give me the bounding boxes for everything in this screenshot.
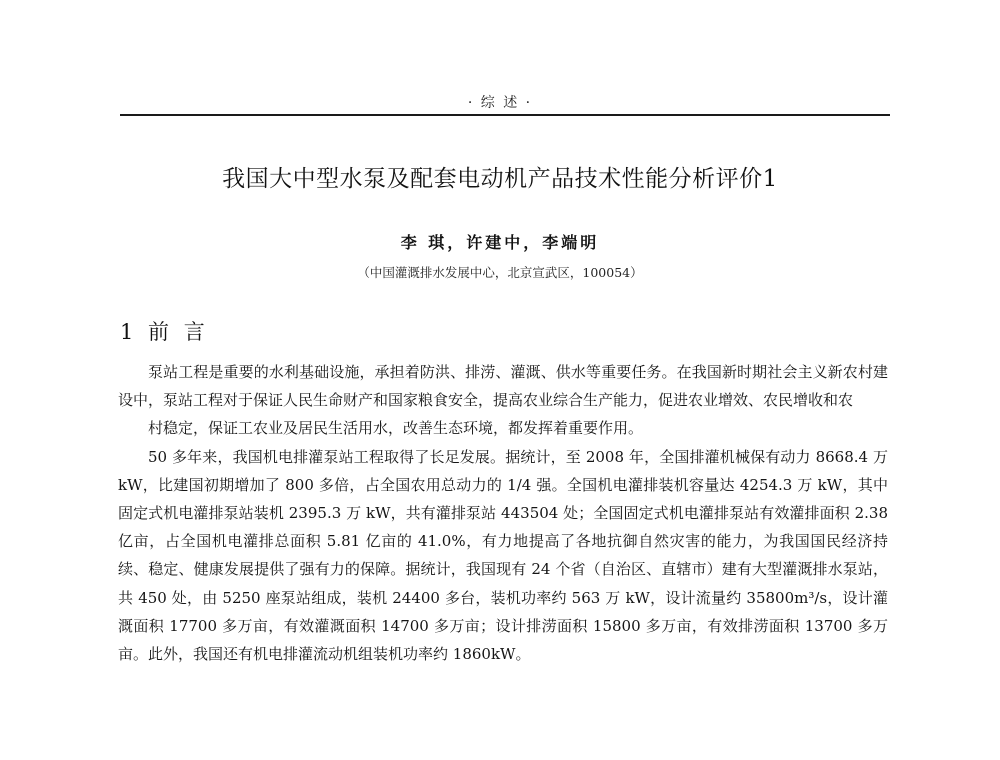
- paragraph-1: 泵站工程是重要的水利基础设施，承担着防洪、排涝、灌溉、供水等重要任务。在我国新时期社会主义新农村建设中，泵站工程对于保证人民生命财产和国家粮食安全，提高农业综合生产能力，促进农业增效、农民增收和农: [118, 363, 888, 410]
- authors: 李 琪，许建中，李端明: [400, 233, 600, 252]
- affiliation: （中国灌溉排水发展中心，北京宣武区，100054）: [357, 265, 643, 280]
- paper-title: 我国大中型水泵及配套电动机产品技术性能分析评价1: [222, 166, 778, 192]
- section-tag: · 综 述 ·: [467, 95, 533, 111]
- body-text: [118, 358, 888, 668]
- paragraph-3: 50 多年来，我国机电排灌泵站工程取得了长足发展。据统计，至 2008 年，全国排灌机械保有动力 8668.4 万 kW，比建国初期增加了 800 多倍，占全国农用总动力的 1/4 强。全国机电灌排装机容量达 4254.3 万 kW，其中固定式机电灌排泵站装机 2395.3 万 kW，共有灌排泵站 443504 处；全国固定式机电灌排泵站有效灌排面积 2.38 亿亩，占全国机电灌排总面积 5.81 亿亩的 41.0%，有力地提高了各地抗御自然灾害的能力，为我国国民经济持续、稳定、健康发展提供了强有力的保障。据统计，我国现有 24 个省（自治区、直辖市）建有大型灌溉排水泵站，共 450 处，由 5250 座泵站组成，装机 24400 多台，装机功率约 563 万 kW，设计流量约 35800m³/s，设计灌溉面积 17700 多万亩，有效灌溉面积 14700 多万亩；设计排涝面积 15800 多万亩，有效排涝面积 13700 多万亩。此外，我国还有机电排灌流动机组装机功率约 1860kW。: [118, 447, 888, 664]
- header-rule: [120, 114, 890, 116]
- paragraph-2: 村稳定，保证工农业及居民生活用水，改善生态环境，都发挥着重要作用。: [148, 419, 644, 438]
- section-heading: 1 前 言: [120, 320, 209, 344]
